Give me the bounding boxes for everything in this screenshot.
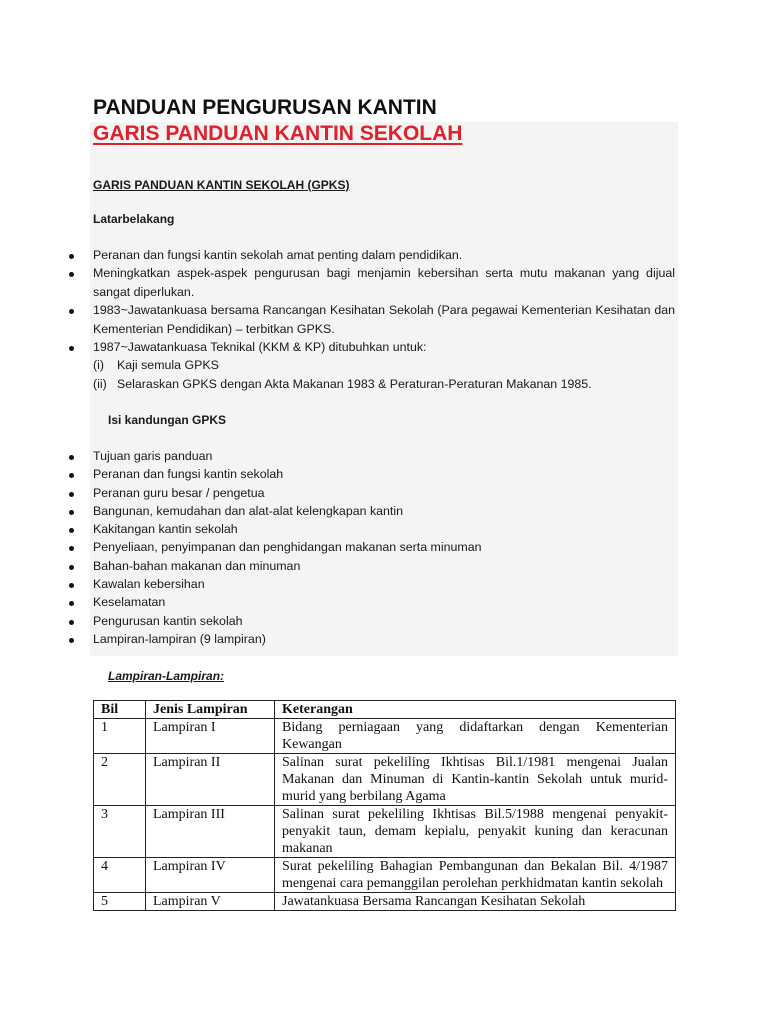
table-cell-jenis: Lampiran III: [146, 806, 275, 858]
list-item-text: 1987~Jawatankuasa Teknikal (KKM & KP) ditubuhkan untuk:: [93, 340, 427, 355]
column-header-keterangan: Keterangan: [275, 701, 676, 719]
latarbelakang-list: [93, 246, 675, 393]
section-heading-gpks: GARIS PANDUAN KANTIN SEKOLAH (GPKS): [93, 178, 350, 192]
table-row: [94, 893, 676, 911]
list-item: Lampiran-lampiran (9 lampiran): [93, 630, 675, 648]
table-cell-bil: 3: [94, 806, 146, 858]
list-item: Tujuan garis panduan: [93, 447, 675, 465]
list-item: Meningkatkan aspek-aspek pengurusan bagi menjamin kebersihan serta mutu makanan yang dijual sangat diperlukan.: [93, 264, 675, 301]
table-cell-bil: 2: [94, 754, 146, 806]
list-item: Keselamatan: [93, 593, 675, 611]
list-item: 1983~Jawatankuasa bersama Rancangan Kesihatan Sekolah (Para pegawai Kementerian Kesihatan dan Kementerian Pendidikan) – terbitkan GPKS.: [93, 301, 675, 338]
column-header-jenis-lampiran: Jenis Lampiran: [146, 701, 275, 719]
sub-list-number: (ii): [93, 376, 107, 391]
list-item: Peranan guru besar / pengetua: [93, 484, 675, 502]
table-cell-keterangan: Salinan surat pekeliling Ikhtisas Bil.1/1981 mengenai Jualan Makanan dan Minuman di Kantin-kantin Sekolah untuk murid-murid yang berbilang Agama: [275, 754, 676, 806]
page-subtitle: GARIS PANDUAN KANTIN SEKOLAH: [93, 122, 463, 145]
list-item: Pengurusan kantin sekolah: [93, 612, 675, 630]
table-row: [94, 806, 676, 858]
table-row: [94, 754, 676, 806]
sub-list-text: Kaji semula GPKS: [117, 358, 219, 373]
table-row: [94, 858, 676, 893]
table-cell-keterangan: Bidang perniagaan yang didaftarkan dengan Kementerian Kewangan: [275, 719, 676, 754]
page-title: PANDUAN PENGURUSAN KANTIN: [93, 96, 437, 119]
list-item: Peranan dan fungsi kantin sekolah amat penting dalam pendidikan.: [93, 246, 675, 264]
column-header-bil: Bil: [94, 701, 146, 719]
sub-list-item: [93, 375, 675, 393]
list-item: [93, 338, 675, 393]
lampiran-heading: Lampiran-Lampiran:: [108, 669, 225, 683]
table-cell-bil: 1: [94, 719, 146, 754]
table-cell-jenis: Lampiran IV: [146, 858, 275, 893]
isi-kandungan-heading: Isi kandungan GPKS: [108, 413, 227, 427]
table-cell-bil: 4: [94, 858, 146, 893]
table-cell-bil: 5: [94, 893, 146, 911]
list-item: Penyeliaan, penyimpanan dan penghidangan makanan serta minuman: [93, 538, 675, 556]
list-item: Peranan dan fungsi kantin sekolah: [93, 465, 675, 483]
sub-list-number: (i): [93, 358, 105, 373]
table-cell-keterangan: Jawatankuasa Bersama Rancangan Kesihatan Sekolah: [275, 893, 676, 911]
table-cell-jenis: Lampiran V: [146, 893, 275, 911]
table-cell-keterangan: Surat pekeliling Bahagian Pembangunan dan Bekalan Bil. 4/1987 mengenai cara pemanggilan perolehan perkhidmatan kantin sekolah: [275, 858, 676, 893]
table-cell-keterangan: Salinan surat pekeliling Ikhtisas Bil.5/1988 mengenai penyakit-penyakit taun, demam kepialu, penyakit kuning dan keracunan makanan: [275, 806, 676, 858]
lampiran-table: [93, 700, 676, 911]
list-item: Bangunan, kemudahan dan alat-alat kelengkapan kantin: [93, 502, 675, 520]
table-cell-jenis: Lampiran I: [146, 719, 275, 754]
isi-kandungan-list: [93, 447, 675, 648]
table-header-row: [94, 701, 676, 719]
sub-list-item: [93, 356, 675, 374]
sub-list: [93, 356, 675, 393]
list-item: Kakitangan kantin sekolah: [93, 520, 675, 538]
list-item: Kawalan kebersihan: [93, 575, 675, 593]
latarbelakang-heading: Latarbelakang: [93, 212, 175, 226]
sub-list-text: Selaraskan GPKS dengan Akta Makanan 1983 & Peraturan-Peraturan Makanan 1985.: [117, 376, 592, 391]
table-row: [94, 719, 676, 754]
table-cell-jenis: Lampiran II: [146, 754, 275, 806]
list-item: Bahan-bahan makanan dan minuman: [93, 557, 675, 575]
